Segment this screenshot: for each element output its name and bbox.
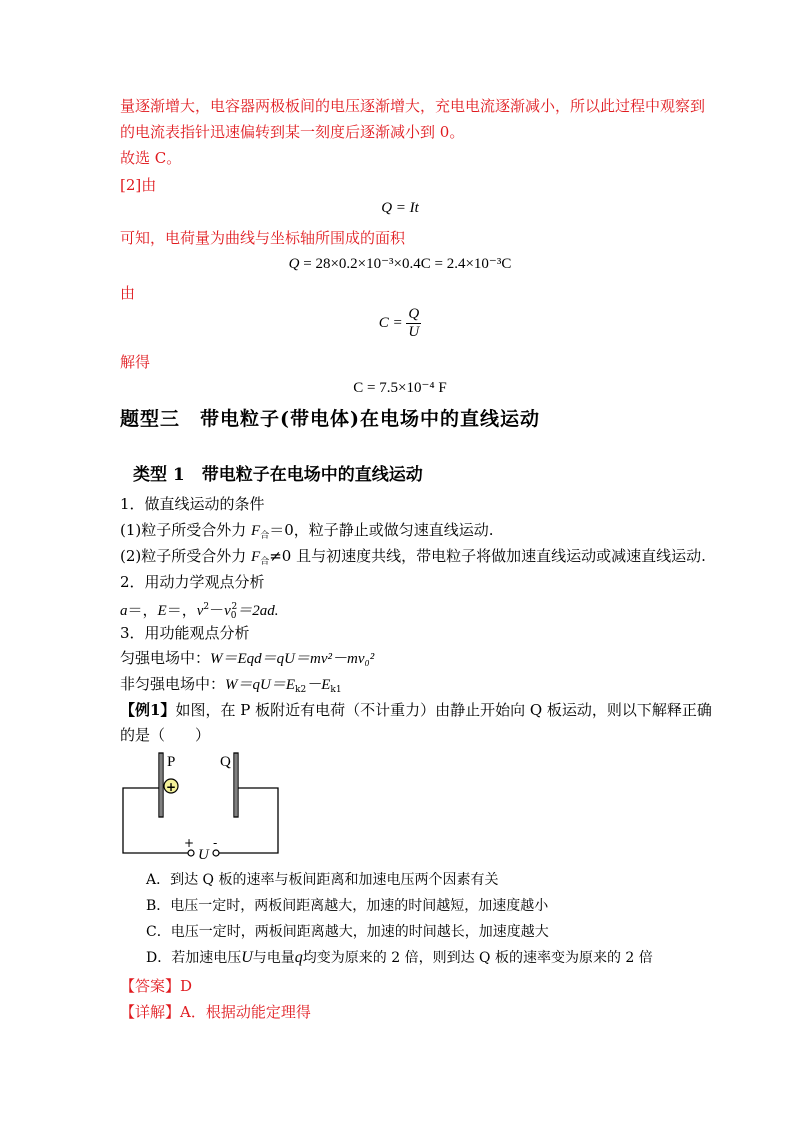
solution-line-1: 量逐渐增大，电容器两极板间的电压逐渐增大，充电电流逐渐减小，所以此过程中观察到 xyxy=(120,97,706,115)
equation-capacitance xyxy=(0,306,800,341)
answer-line xyxy=(120,976,192,996)
eq-a: a xyxy=(120,603,128,619)
item-3a xyxy=(120,648,374,669)
item-1a-pre: (1)粒子所受合外力 xyxy=(120,521,252,539)
eq-E: E xyxy=(157,603,167,619)
terminal-negative xyxy=(213,850,219,856)
item-1a-sub: 合 xyxy=(260,531,270,541)
item-1a-F: F xyxy=(251,523,261,539)
equation-q-it: Q = It xyxy=(381,200,419,216)
eq-mid2: ＝， xyxy=(166,601,197,619)
solution-line-2: 的电流表指针迅速偏转到某一刻度后逐渐减小到 0。 xyxy=(120,123,465,141)
eq-v0: v xyxy=(224,603,231,619)
voltage-label: U xyxy=(198,847,209,863)
detail-text: A．根据动能定理得 xyxy=(180,1003,311,1021)
equation-capacitance-result: C = 7.5×10⁻⁴ F xyxy=(353,380,447,396)
answer-value: D xyxy=(180,977,193,995)
option-d-pre: D．若加速电压 xyxy=(146,950,242,966)
item-3b xyxy=(120,674,342,700)
eq3-numerator: Q xyxy=(408,306,420,322)
item-2-heading: 2．用动力学观点分析 xyxy=(120,573,265,591)
plus-sign: + xyxy=(184,836,195,850)
item-1b-post: ≠0 且与初速度共线，带电粒子将做加速直线运动或减速直线运动. xyxy=(269,547,706,565)
option-b: B．电压一定时，两板间距离越大，加速的时间越短，加速度越小 xyxy=(146,898,549,914)
area-explanation: 可知，电荷量为曲线与坐标轴所围成的面积 xyxy=(120,229,406,247)
terminal-positive xyxy=(188,850,194,856)
item-3a-eq: W＝Eqd＝qU＝mv²－mv₀² xyxy=(210,651,375,667)
part2-label: [2]由 xyxy=(120,176,157,194)
example-line-1 xyxy=(120,700,712,720)
item-1b-sub: 合 xyxy=(260,557,270,567)
detail-label: 【详解】 xyxy=(120,1003,181,1021)
choose-answer-line: 故选 C。 xyxy=(120,149,182,167)
eq-end: ＝2ad. xyxy=(237,603,279,619)
eq3-fraction xyxy=(406,306,421,341)
item-1a xyxy=(120,520,494,546)
item-3b-k2: k2 xyxy=(295,685,307,695)
item-1a-post: ＝0，粒子静止或做匀速直线运动. xyxy=(269,521,494,539)
right-wire xyxy=(216,788,278,853)
item-1b xyxy=(120,546,706,572)
eq3-lhs: C = xyxy=(378,314,403,331)
option-d-mid: 与电量 xyxy=(252,950,295,966)
item-3b-eq: W＝qU＝E xyxy=(225,677,296,693)
solve-label: 解得 xyxy=(120,353,151,371)
item-3b-k1: k1 xyxy=(330,685,342,695)
item-3b-label: 非匀强电场中： xyxy=(120,675,226,693)
option-d-q: q xyxy=(294,949,303,966)
capacitor-circuit-figure xyxy=(118,750,288,865)
option-d-post: 均变为原来的 2 倍，则到达 Q 板的速率变为原来的 2 倍 xyxy=(302,950,653,966)
charge-sign: + xyxy=(165,780,177,794)
option-d xyxy=(146,948,653,968)
equation-charge-calc xyxy=(0,254,800,273)
answer-label: 【答案】 xyxy=(120,977,181,995)
item-2-equation: a＝，E＝，$v^2-v_0^2=2ad$. xyxy=(120,601,279,621)
item-1b-pre: (2)粒子所受合外力 xyxy=(120,547,252,565)
item-1-heading: 1．做直线运动的条件 xyxy=(120,495,265,513)
minus-sign: - xyxy=(213,836,218,850)
label-p: P xyxy=(167,754,176,770)
eq2-lhs: Q xyxy=(288,256,300,272)
option-d-u: U xyxy=(241,949,253,966)
left-wire xyxy=(123,788,188,853)
eq-mid: ＝， xyxy=(127,601,158,619)
eq3-denominator: U xyxy=(408,324,420,340)
item-3a-label: 匀强电场中： xyxy=(120,649,211,667)
option-c: C．电压一定时，两板间距离越大，加速的时间越长，加速度越大 xyxy=(146,924,549,940)
eq-v: v xyxy=(196,603,204,619)
section-subtitle: 类型 1 带电粒子在电场中的直线运动 xyxy=(133,465,423,485)
item-3b-minus: －E xyxy=(306,677,331,693)
section-title: 题型三 带电粒子(带电体)在电场中的直线运动 xyxy=(120,408,540,430)
eq2-rhs: = 28×0.2×10⁻³×0.4C = 2.4×10⁻³C xyxy=(303,256,512,272)
detail-line xyxy=(120,1002,311,1022)
example-text-1: 如图，在 P 板附近有电荷（不计重力）由静止开始向 Q 板运动，则以下解释正确 xyxy=(175,701,712,719)
option-a: A．到达 Q 板的速率与板间距离和加速电压两个因素有关 xyxy=(146,872,499,888)
you-label: 由 xyxy=(120,284,136,302)
item-3-heading: 3．用功能观点分析 xyxy=(120,624,250,642)
example-line-2: 的是（ ） xyxy=(120,726,211,744)
label-q: Q xyxy=(220,754,231,770)
item-1b-F: F xyxy=(251,549,261,565)
example-label: 【例1】 xyxy=(120,701,176,719)
